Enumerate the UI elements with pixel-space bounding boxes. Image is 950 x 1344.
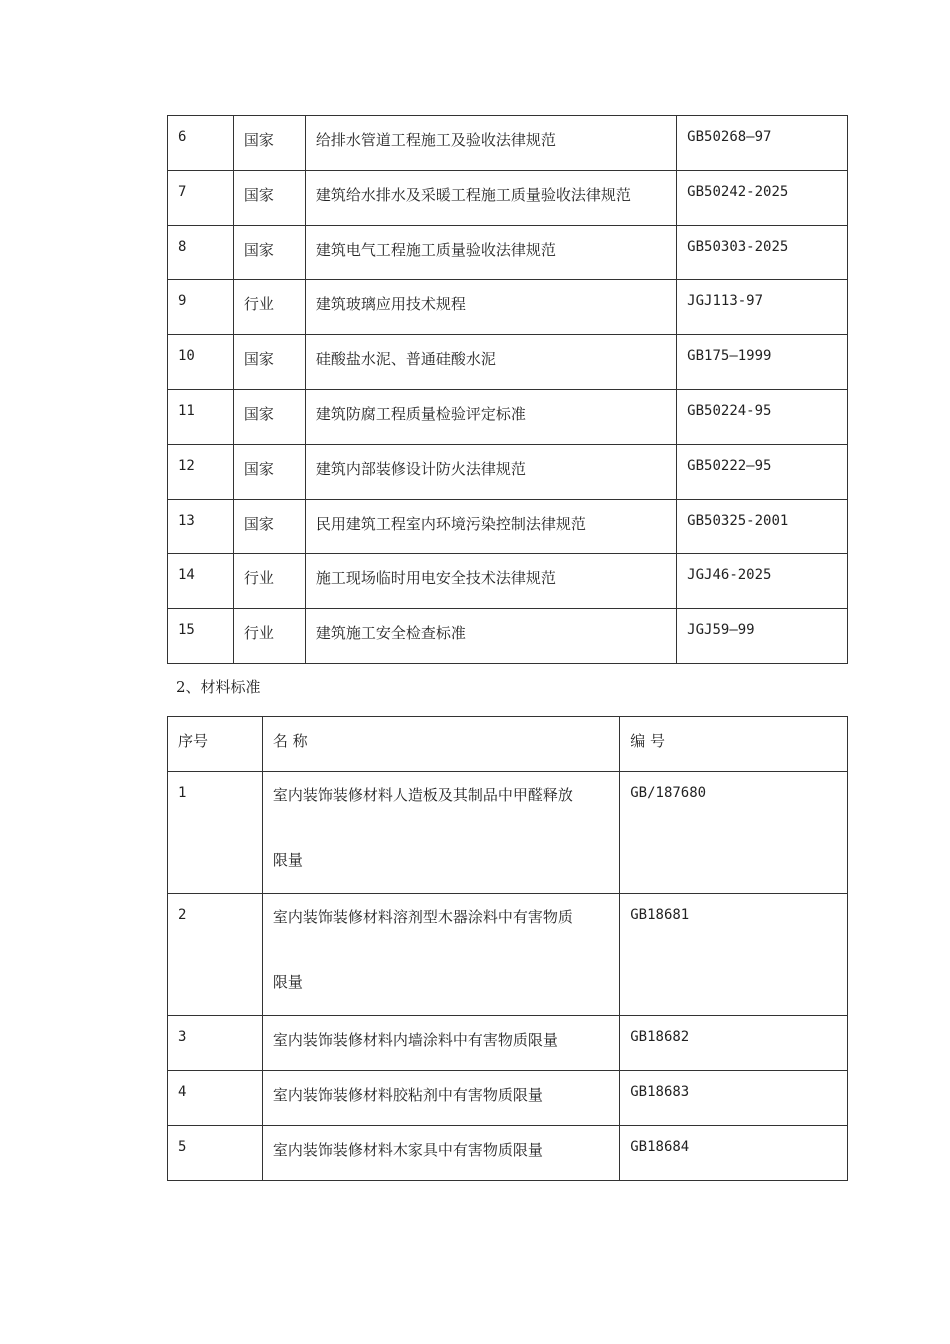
row-number: 11 — [168, 389, 234, 444]
row-name: 民用建筑工程室内环境污染控制法律规范 — [305, 499, 676, 554]
table-row — [168, 894, 848, 1016]
row-code: GB18682 — [620, 1016, 848, 1071]
materials-table — [167, 716, 848, 1181]
table-row — [168, 1126, 848, 1181]
row-level: 国家 — [233, 335, 305, 390]
row-code: GB175—1999 — [677, 335, 848, 390]
row-name: 给排水管道工程施工及验收法律规范 — [305, 116, 676, 171]
row-code: GB18681 — [620, 894, 848, 1016]
row-name-line1: 室内装饰装修材料人造板及其制品中甲醛释放 — [272, 786, 573, 804]
table-row — [168, 225, 848, 280]
row-code: GB50303-2025 — [677, 225, 848, 280]
row-level: 行业 — [233, 554, 305, 609]
row-name: 建筑电气工程施工质量验收法律规范 — [305, 225, 676, 280]
row-code: GB50325-2001 — [677, 499, 848, 554]
row-name: 硅酸盐水泥、普通硅酸水泥 — [305, 335, 676, 390]
table-row — [168, 389, 848, 444]
table-row — [168, 499, 848, 554]
row-code: JGJ46-2025 — [677, 554, 848, 609]
row-level: 国家 — [233, 389, 305, 444]
table-row — [168, 1071, 848, 1126]
table-row — [168, 335, 848, 390]
row-level: 国家 — [233, 444, 305, 499]
table-row — [168, 772, 848, 894]
header-code: 编 号 — [620, 717, 848, 772]
row-name: 建筑施工安全检查标准 — [305, 609, 676, 664]
row-name: 建筑玻璃应用技术规程 — [305, 280, 676, 335]
row-name-line2: 限量 — [272, 973, 303, 991]
row-number: 6 — [168, 116, 234, 171]
row-code: JGJ113-97 — [677, 280, 848, 335]
row-name: 室内装饰装修材料内墙涂料中有害物质限量 — [262, 1016, 619, 1071]
row-code: GB18684 — [620, 1126, 848, 1181]
table-row — [168, 1016, 848, 1071]
row-number: 3 — [168, 1016, 263, 1071]
row-level: 国家 — [233, 225, 305, 280]
row-code: GB/187680 — [620, 772, 848, 894]
row-number: 5 — [168, 1126, 263, 1181]
header-name: 名 称 — [262, 717, 619, 772]
row-name-text — [273, 885, 619, 1015]
row-level: 行业 — [233, 280, 305, 335]
row-level: 行业 — [233, 609, 305, 664]
row-number: 15 — [168, 609, 234, 664]
row-name — [262, 772, 619, 894]
table-row — [168, 170, 848, 225]
table-row — [168, 280, 848, 335]
row-code: GB50242-2025 — [677, 170, 848, 225]
row-name-line2: 限量 — [272, 851, 303, 869]
row-number: 2 — [168, 894, 263, 1016]
row-name-text — [273, 763, 619, 893]
row-number: 13 — [168, 499, 234, 554]
row-name: 室内装饰装修材料胶粘剂中有害物质限量 — [262, 1071, 619, 1126]
row-name: 建筑防腐工程质量检验评定标准 — [305, 389, 676, 444]
header-number: 序号 — [168, 717, 263, 772]
table-row — [168, 609, 848, 664]
row-number: 8 — [168, 225, 234, 280]
laws-table-body — [168, 116, 848, 664]
table-row — [168, 116, 848, 171]
section-title: 2、材料标准 — [176, 678, 261, 696]
row-name: 室内装饰装修材料木家具中有害物质限量 — [262, 1126, 619, 1181]
table-row — [168, 554, 848, 609]
row-name: 建筑内部装修设计防火法律规范 — [305, 444, 676, 499]
row-code: GB50224-95 — [677, 389, 848, 444]
row-name: 建筑给水排水及采暖工程施工质量验收法律规范 — [305, 170, 676, 225]
row-number: 9 — [168, 280, 234, 335]
materials-table-body — [168, 772, 848, 1181]
row-name: 施工现场临时用电安全技术法律规范 — [305, 554, 676, 609]
row-code: GB50268—97 — [677, 116, 848, 171]
row-code: JGJ59—99 — [677, 609, 848, 664]
row-level: 国家 — [233, 170, 305, 225]
row-number: 12 — [168, 444, 234, 499]
row-name-line1: 室内装饰装修材料溶剂型木器涂料中有害物质 — [272, 908, 573, 926]
row-level: 国家 — [233, 499, 305, 554]
row-number: 4 — [168, 1071, 263, 1126]
row-code: GB18683 — [620, 1071, 848, 1126]
row-name — [262, 894, 619, 1016]
row-number: 7 — [168, 170, 234, 225]
row-number: 14 — [168, 554, 234, 609]
row-number: 1 — [168, 772, 263, 894]
table-row — [168, 444, 848, 499]
row-level: 国家 — [233, 116, 305, 171]
row-code: GB50222—95 — [677, 444, 848, 499]
laws-table — [167, 115, 848, 664]
row-number: 10 — [168, 335, 234, 390]
